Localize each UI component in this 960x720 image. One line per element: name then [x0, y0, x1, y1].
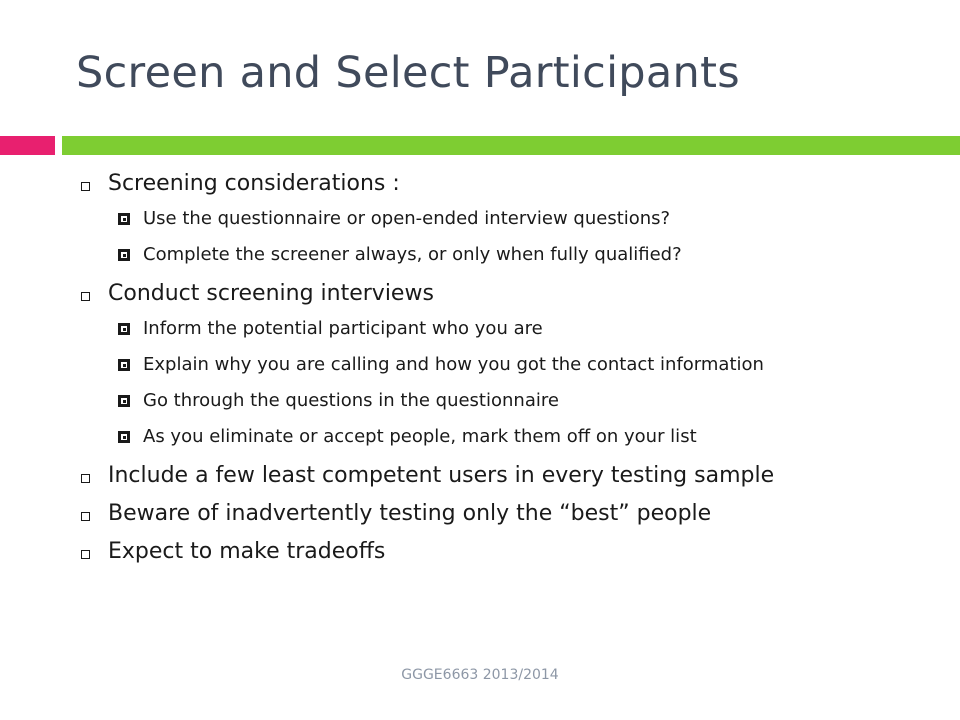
- slide-title: Screen and Select Participants: [76, 48, 740, 98]
- sub-bullet: [76, 354, 936, 376]
- sub-bullet-text: As you eliminate or accept people, mark them off on your list: [143, 426, 697, 447]
- sub-bullet: [76, 244, 936, 266]
- square-bullet-icon: [118, 249, 130, 261]
- bullet-text: Conduct screening interviews: [108, 281, 434, 306]
- sub-bullet: [76, 426, 936, 448]
- sub-bullet-text: Go through the questions in the questionnaire: [143, 390, 559, 411]
- bullet-text: Expect to make tradeoffs: [108, 539, 386, 564]
- hollow-square-bullet-icon: [81, 512, 90, 521]
- hollow-square-bullet-icon: [81, 474, 90, 483]
- square-bullet-icon: [118, 359, 130, 371]
- bullet-text: Screening considerations :: [108, 171, 400, 196]
- sub-bullet-text: Inform the potential participant who you are: [143, 318, 543, 339]
- bullet-text: Beware of inadvertently testing only the “best” people: [108, 501, 712, 526]
- hollow-square-bullet-icon: [81, 292, 90, 301]
- bullet-text: Include a few least competent users in every testing sample: [108, 463, 775, 488]
- slide-footer: GGGE6663 2013/2014: [401, 667, 559, 683]
- bullet-least-competent: [76, 462, 936, 490]
- bullet-tradeoffs: [76, 538, 936, 566]
- square-bullet-icon: [118, 431, 130, 443]
- bullet-conduct-screening: [76, 280, 936, 308]
- hollow-square-bullet-icon: [81, 550, 90, 559]
- sub-bullet: [76, 208, 936, 230]
- sub-bullet: [76, 318, 936, 340]
- accent-bar-left: [0, 136, 55, 155]
- sub-bullet-text: Use the questionnaire or open-ended interview questions?: [143, 208, 671, 229]
- square-bullet-icon: [118, 213, 130, 225]
- bullet-screening-considerations: [76, 170, 936, 198]
- bullet-beware-best: [76, 500, 936, 528]
- sub-bullet-text: Complete the screener always, or only when fully qualified?: [143, 244, 682, 265]
- hollow-square-bullet-icon: [81, 182, 90, 191]
- square-bullet-icon: [118, 395, 130, 407]
- sub-bullet: [76, 390, 936, 412]
- slide-content: [76, 170, 936, 576]
- sub-bullet-text: Explain why you are calling and how you got the contact information: [143, 354, 764, 375]
- square-bullet-icon: [118, 323, 130, 335]
- accent-bar-main: [62, 136, 960, 155]
